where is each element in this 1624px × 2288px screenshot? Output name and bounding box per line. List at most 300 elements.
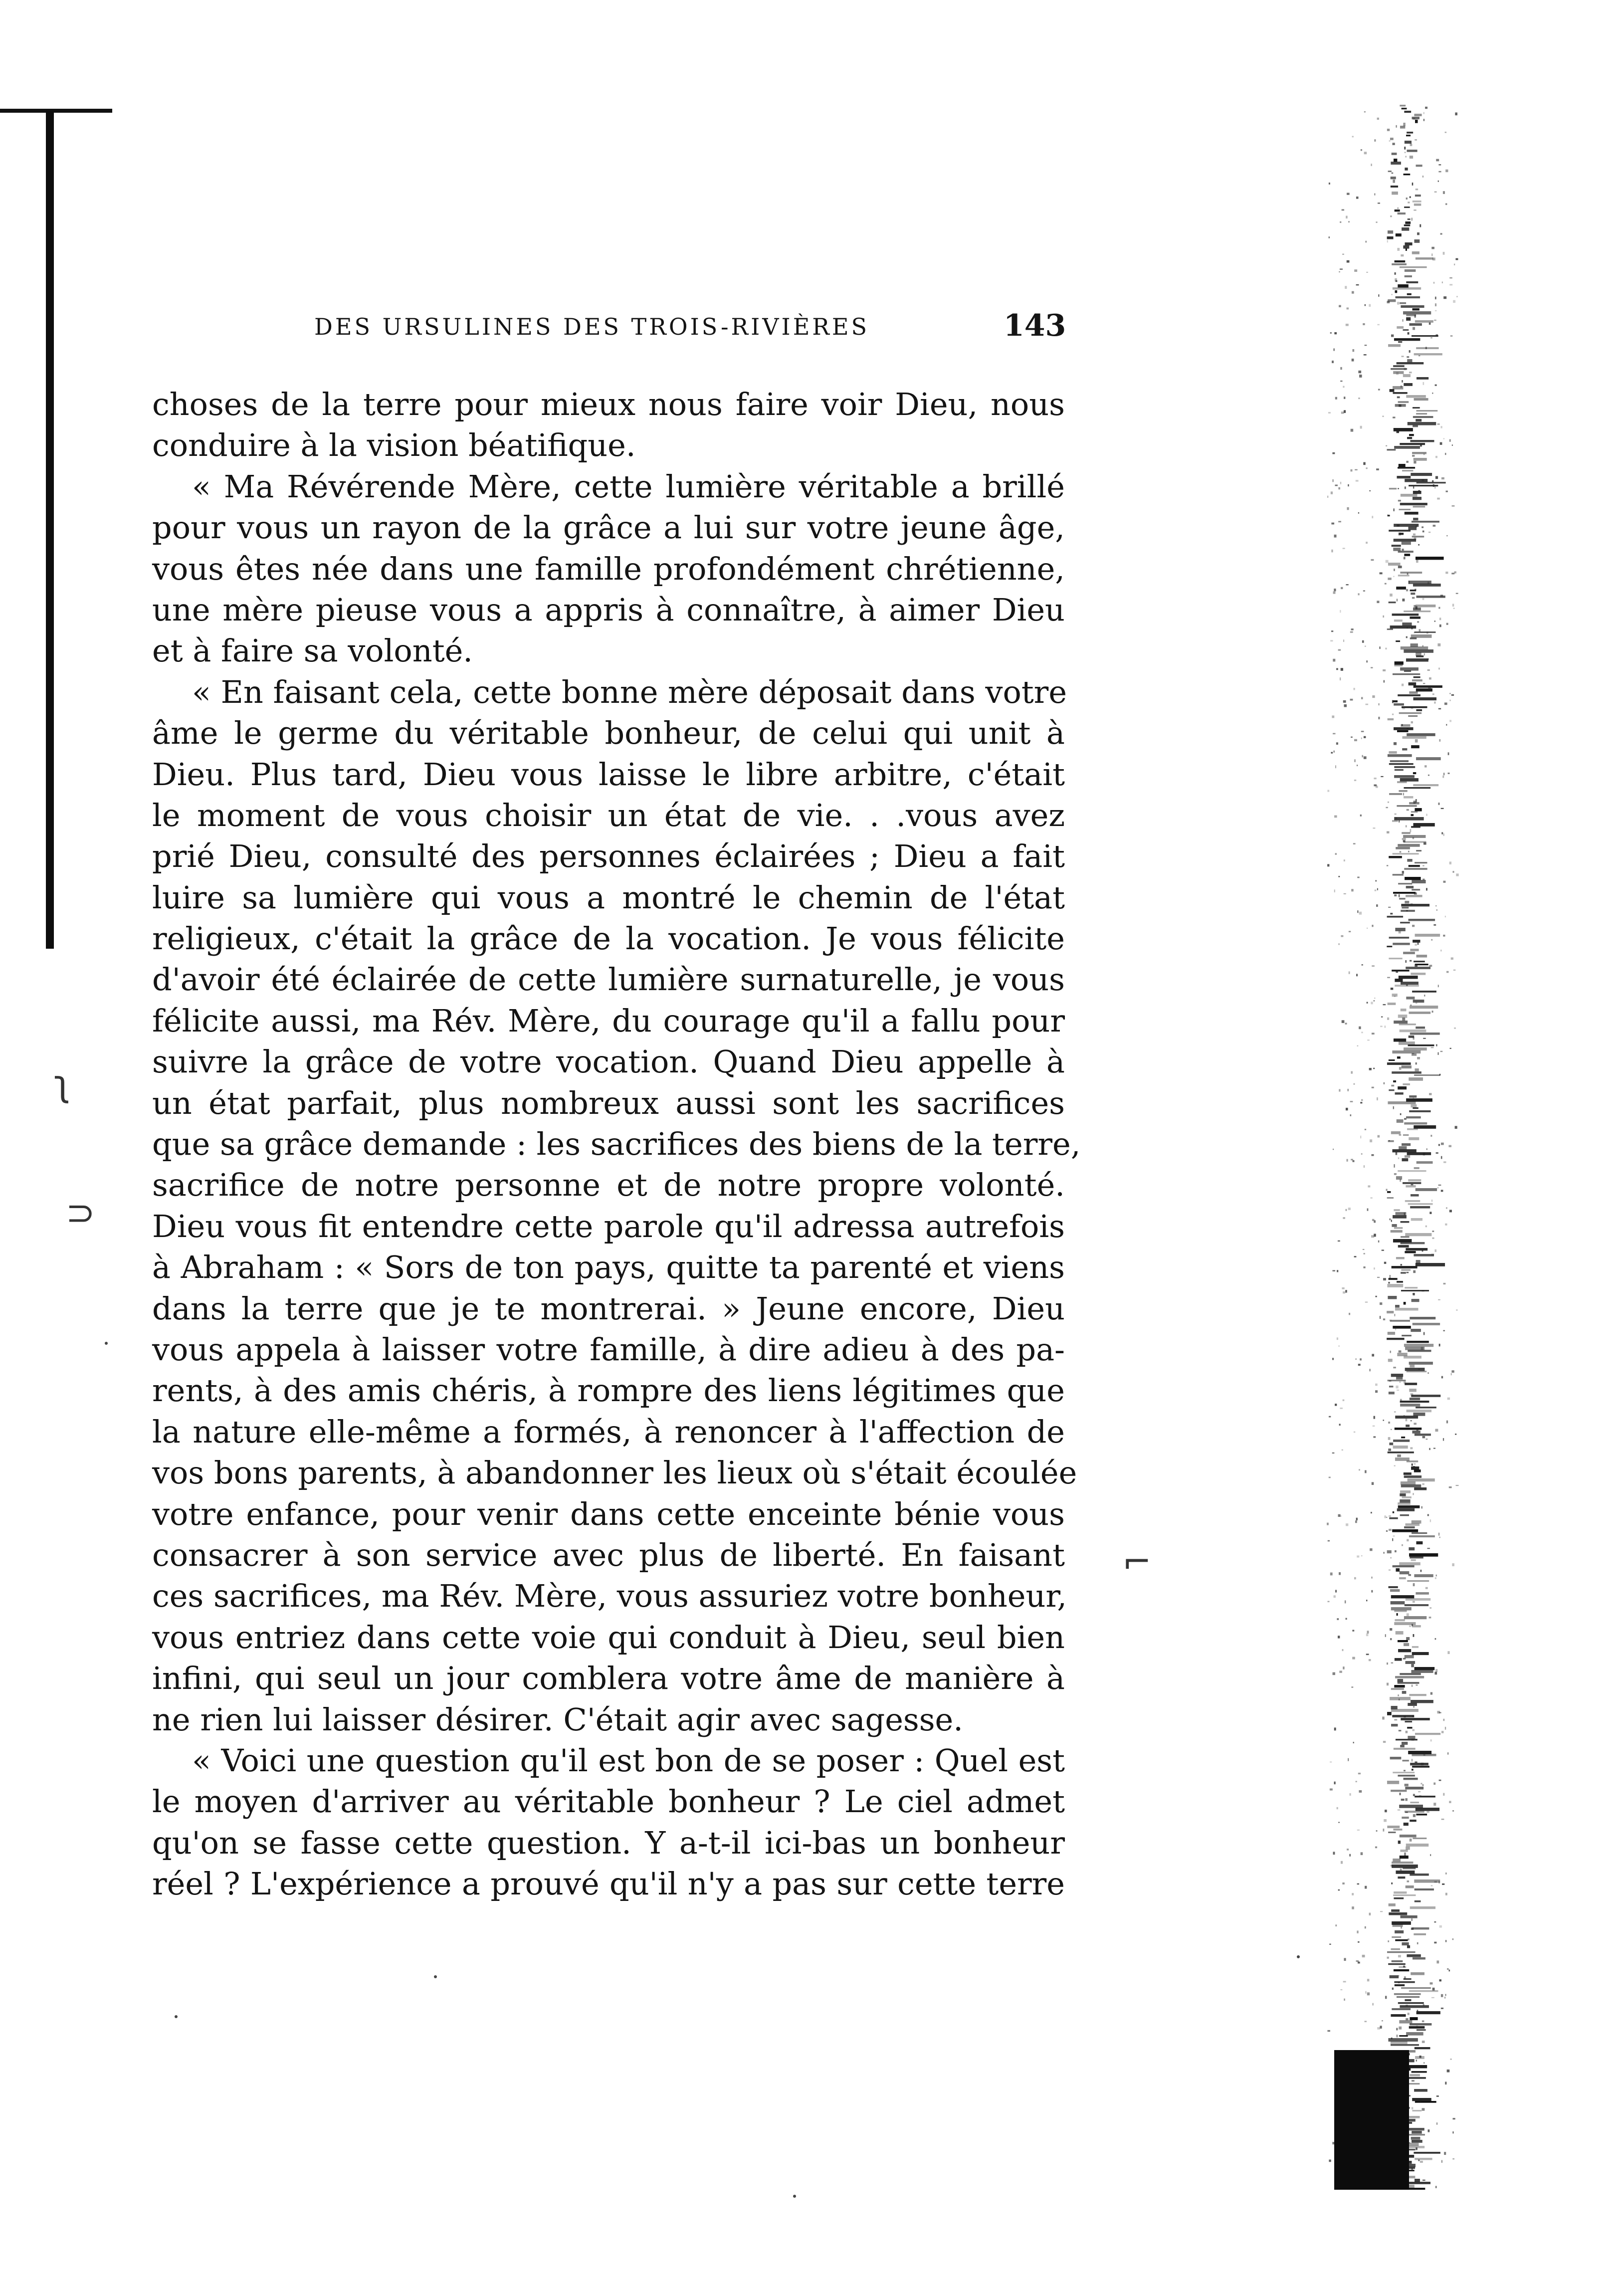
noise-dot bbox=[1345, 286, 1347, 289]
noise-stroke bbox=[1394, 1891, 1407, 1894]
noise-dot bbox=[1350, 1114, 1352, 1116]
noise-dot bbox=[1344, 704, 1347, 707]
noise-dot bbox=[1438, 607, 1440, 609]
noise-stroke bbox=[1397, 730, 1408, 732]
noise-dot bbox=[1361, 1032, 1363, 1033]
noise-dot bbox=[1435, 385, 1437, 386]
noise-stroke bbox=[1405, 901, 1409, 903]
noise-dot bbox=[1352, 1630, 1354, 1631]
text-line: luire sa lumière qui vous a montré le chemin de l'état bbox=[152, 879, 1065, 916]
noise-dot bbox=[1331, 550, 1333, 553]
noise-stroke bbox=[1411, 634, 1432, 638]
noise-dot bbox=[1399, 533, 1401, 535]
noise-dot bbox=[1447, 1651, 1449, 1654]
noise-stroke bbox=[1393, 943, 1410, 945]
noise-dot bbox=[1348, 221, 1349, 222]
noise-dot bbox=[1393, 1535, 1395, 1536]
noise-dot bbox=[1394, 894, 1397, 896]
noise-dot bbox=[1405, 156, 1407, 157]
noise-stroke bbox=[1411, 1918, 1413, 1921]
noise-stroke bbox=[1412, 2110, 1421, 2111]
noise-dot bbox=[1436, 2095, 1439, 2097]
noise-stroke bbox=[1390, 389, 1395, 392]
noise-dot bbox=[1376, 904, 1378, 907]
noise-stroke bbox=[1412, 1652, 1429, 1655]
noise-stroke bbox=[1401, 982, 1419, 985]
noise-stroke bbox=[1409, 1389, 1417, 1392]
noise-stroke bbox=[1415, 2158, 1432, 2160]
noise-stroke bbox=[1402, 907, 1409, 908]
noise-dot bbox=[1360, 1102, 1362, 1103]
noise-dot bbox=[1350, 631, 1353, 633]
noise-stroke bbox=[1399, 898, 1405, 900]
noise-dot bbox=[1416, 2026, 1418, 2029]
noise-dot bbox=[1329, 236, 1330, 238]
noise-dot bbox=[1423, 119, 1425, 121]
noise-stroke bbox=[1387, 628, 1393, 630]
noise-dot bbox=[1403, 1063, 1404, 1064]
noise-dot bbox=[1338, 649, 1341, 650]
noise-stroke bbox=[1399, 1024, 1416, 1025]
noise-dot bbox=[1434, 621, 1435, 622]
noise-stroke bbox=[1406, 1098, 1432, 1102]
noise-dot bbox=[1438, 985, 1439, 987]
noise-dot bbox=[1435, 2186, 1437, 2188]
noise-dot bbox=[1429, 677, 1431, 679]
noise-dot bbox=[1343, 700, 1346, 703]
noise-stroke bbox=[1409, 1553, 1438, 1557]
noise-stroke bbox=[1406, 2032, 1423, 2036]
noise-dot bbox=[1437, 498, 1440, 500]
noise-stroke bbox=[1398, 1502, 1410, 1505]
noise-stroke bbox=[1406, 1419, 1408, 1421]
noise-dot bbox=[1334, 889, 1335, 892]
noise-stroke bbox=[1393, 874, 1404, 876]
noise-dot bbox=[1340, 268, 1343, 269]
noise-stroke bbox=[1412, 117, 1420, 119]
noise-stroke bbox=[1391, 1724, 1398, 1726]
noise-stroke bbox=[1389, 1586, 1398, 1588]
noise-dot bbox=[1346, 1523, 1348, 1526]
noise-dot bbox=[1453, 300, 1455, 303]
noise-stroke bbox=[1401, 1221, 1410, 1223]
noise-stroke bbox=[1398, 2002, 1424, 2004]
noise-dot bbox=[1337, 1807, 1338, 1809]
noise-stroke bbox=[1393, 1772, 1415, 1773]
noise-dot bbox=[1377, 888, 1378, 890]
noise-dot bbox=[1455, 112, 1457, 115]
noise-stroke bbox=[1404, 611, 1430, 612]
noise-stroke bbox=[1400, 1793, 1401, 1795]
noise-stroke bbox=[1398, 500, 1401, 501]
noise-stroke bbox=[1400, 572, 1422, 574]
noise-dot bbox=[1422, 2108, 1425, 2110]
noise-dot bbox=[1399, 2027, 1402, 2030]
noise-stroke bbox=[1411, 745, 1420, 748]
noise-dot bbox=[1450, 2059, 1452, 2060]
noise-dot bbox=[1371, 559, 1374, 561]
noise-dot bbox=[1401, 1264, 1403, 1265]
noise-dot bbox=[1357, 1045, 1359, 1046]
noise-dot bbox=[1345, 1023, 1347, 1024]
noise-dot bbox=[1341, 1861, 1343, 1864]
noise-dot bbox=[1443, 191, 1445, 194]
noise-dot bbox=[1445, 1872, 1447, 1874]
noise-stroke bbox=[1402, 1691, 1407, 1694]
noise-stroke bbox=[1407, 150, 1418, 152]
noise-stroke bbox=[1396, 1631, 1404, 1635]
noise-dot bbox=[1363, 462, 1365, 465]
text-line: « En faisant cela, cette bonne mère déposait dans votre bbox=[192, 673, 1067, 710]
noise-dot bbox=[1430, 1692, 1432, 1694]
noise-stroke bbox=[1415, 1900, 1421, 1902]
noise-dot bbox=[1362, 640, 1364, 643]
noise-dot bbox=[1409, 1626, 1411, 1627]
noise-dot bbox=[1356, 1518, 1358, 1520]
noise-dot bbox=[1426, 814, 1427, 816]
text-line: le moment de vous choisir un état de vie. . .vous avez bbox=[152, 797, 1065, 833]
noise-dot bbox=[1409, 372, 1412, 373]
noise-stroke bbox=[1408, 1751, 1431, 1754]
noise-stroke bbox=[1400, 922, 1410, 923]
noise-dot bbox=[1450, 1048, 1451, 1049]
noise-dot bbox=[1367, 1979, 1370, 1981]
noise-dot bbox=[1393, 416, 1395, 418]
noise-stroke bbox=[1405, 1787, 1423, 1790]
noise-dot bbox=[1330, 1573, 1333, 1576]
noise-dot bbox=[1390, 594, 1393, 597]
noise-stroke bbox=[1392, 1921, 1411, 1925]
noise-stroke bbox=[1397, 805, 1417, 807]
noise-stroke bbox=[1387, 1338, 1404, 1340]
noise-stroke bbox=[1398, 1679, 1404, 1682]
noise-dot bbox=[1412, 2107, 1413, 2109]
noise-stroke bbox=[1407, 1410, 1431, 1412]
noise-stroke bbox=[1415, 808, 1421, 812]
noise-stroke bbox=[1393, 673, 1420, 675]
noise-dot bbox=[1452, 2131, 1453, 2133]
noise-stroke bbox=[1404, 1122, 1427, 1125]
noise-stroke bbox=[1408, 1703, 1417, 1706]
noise-dot bbox=[1363, 1266, 1365, 1268]
noise-dot bbox=[1433, 924, 1436, 926]
noise-dot bbox=[1355, 1520, 1357, 1523]
noise-stroke bbox=[1401, 1987, 1431, 1989]
noise-stroke bbox=[1412, 455, 1415, 457]
noise-dot bbox=[1395, 814, 1397, 815]
noise-stroke bbox=[1415, 934, 1440, 937]
noise-dot bbox=[1428, 775, 1429, 776]
noise-stroke bbox=[1402, 1496, 1412, 1498]
noise-dot bbox=[1349, 1313, 1350, 1315]
noise-dot bbox=[1387, 865, 1388, 866]
noise-dot bbox=[1383, 1420, 1384, 1421]
noise-stroke bbox=[1404, 554, 1410, 556]
noise-dot bbox=[1334, 815, 1337, 818]
noise-stroke bbox=[1412, 1927, 1429, 1929]
noise-stroke bbox=[1397, 326, 1404, 329]
noise-stroke bbox=[1410, 829, 1412, 832]
noise-stroke bbox=[1415, 2179, 1420, 2182]
noise-stroke bbox=[1387, 946, 1392, 947]
noise-stroke bbox=[1414, 398, 1428, 401]
noise-stroke bbox=[1415, 195, 1421, 197]
noise-dot bbox=[1378, 703, 1379, 705]
noise-dot bbox=[1397, 397, 1400, 399]
noise-stroke bbox=[1396, 1871, 1415, 1874]
noise-dot bbox=[1376, 786, 1378, 788]
noise-dot bbox=[1331, 752, 1333, 754]
noise-stroke bbox=[1398, 467, 1415, 469]
noise-stroke bbox=[1388, 578, 1391, 580]
noise-stroke bbox=[1388, 718, 1394, 720]
noise-dot bbox=[1404, 1976, 1406, 1979]
noise-dot bbox=[1407, 1880, 1409, 1882]
noise-dot bbox=[1391, 1085, 1394, 1086]
noise-dot bbox=[1408, 1574, 1411, 1576]
noise-stroke bbox=[1392, 192, 1398, 195]
noise-stroke bbox=[1406, 886, 1414, 888]
text-line: infini, qui seul un jour comblera votre âme de manière à bbox=[152, 1660, 1065, 1697]
noise-dot bbox=[1390, 1351, 1391, 1353]
scan-edge-noise bbox=[1317, 105, 1471, 2190]
noise-stroke bbox=[1394, 1897, 1404, 1899]
noise-stroke bbox=[1404, 1526, 1415, 1528]
noise-stroke bbox=[1412, 679, 1422, 681]
noise-dot bbox=[1411, 218, 1413, 221]
noise-dot bbox=[1342, 209, 1344, 210]
noise-stroke bbox=[1394, 727, 1413, 730]
noise-dot bbox=[1406, 589, 1408, 592]
noise-stroke bbox=[1403, 952, 1415, 954]
noise-dot bbox=[1361, 697, 1363, 699]
noise-stroke bbox=[1411, 1700, 1433, 1703]
noise-dot bbox=[1392, 700, 1394, 703]
noise-dot bbox=[1382, 1249, 1384, 1250]
noise-stroke bbox=[1398, 844, 1420, 847]
noise-stroke bbox=[1393, 548, 1401, 551]
noise-stroke bbox=[1399, 2035, 1408, 2037]
noise-dot bbox=[1366, 1654, 1369, 1655]
noise-stroke bbox=[1403, 835, 1425, 838]
dust-speck bbox=[105, 1342, 108, 1345]
noise-dot bbox=[1436, 1152, 1438, 1154]
noise-dot bbox=[1358, 1364, 1361, 1366]
noise-dot bbox=[1372, 1354, 1374, 1356]
noise-dot bbox=[1422, 2041, 1425, 2043]
noise-dot bbox=[1441, 1819, 1444, 1820]
noise-dot bbox=[1403, 708, 1405, 709]
noise-dot bbox=[1398, 1157, 1399, 1159]
noise-dot bbox=[1446, 491, 1448, 492]
noise-dot bbox=[1327, 1601, 1329, 1603]
noise-dot bbox=[1399, 1134, 1402, 1135]
noise-dot bbox=[1415, 315, 1416, 318]
noise-stroke bbox=[1389, 488, 1397, 489]
noise-dot bbox=[1337, 1618, 1339, 1620]
noise-dot bbox=[1341, 587, 1343, 589]
noise-dot bbox=[1356, 1358, 1357, 1359]
noise-dot bbox=[1332, 715, 1334, 718]
noise-stroke bbox=[1411, 1104, 1417, 1107]
noise-stroke bbox=[1398, 1841, 1401, 1844]
noise-stroke bbox=[1394, 569, 1395, 571]
noise-dot bbox=[1336, 742, 1338, 745]
noise-dot bbox=[1366, 704, 1369, 705]
noise-stroke bbox=[1410, 1873, 1428, 1876]
noise-stroke bbox=[1396, 1377, 1403, 1380]
noise-dot bbox=[1424, 995, 1425, 997]
noise-dot bbox=[1402, 684, 1404, 686]
noise-stroke bbox=[1395, 1092, 1404, 1095]
noise-stroke bbox=[1388, 1003, 1396, 1005]
noise-stroke bbox=[1416, 257, 1433, 260]
noise-dot bbox=[1439, 739, 1440, 742]
noise-dot bbox=[1391, 294, 1393, 295]
noise-dot bbox=[1429, 1448, 1430, 1450]
noise-stroke bbox=[1389, 937, 1410, 939]
noise-dot bbox=[1454, 571, 1456, 573]
noise-dot bbox=[1450, 335, 1453, 337]
noise-stroke bbox=[1388, 1101, 1416, 1104]
noise-stroke bbox=[1393, 853, 1419, 854]
noise-stroke bbox=[1393, 392, 1408, 394]
noise-dot bbox=[1352, 291, 1354, 294]
noise-stroke bbox=[1408, 1350, 1431, 1352]
noise-dot bbox=[1361, 1555, 1363, 1556]
noise-stroke bbox=[1410, 1802, 1419, 1803]
noise-dot bbox=[1435, 1429, 1438, 1432]
noise-stroke bbox=[1410, 1556, 1423, 1558]
noise-stroke bbox=[1396, 847, 1410, 849]
noise-stroke bbox=[1405, 275, 1412, 277]
noise-dot bbox=[1412, 597, 1415, 599]
noise-dot bbox=[1439, 1537, 1440, 1538]
noise-dot bbox=[1449, 1210, 1452, 1212]
noise-stroke bbox=[1392, 614, 1419, 616]
noise-dot bbox=[1386, 560, 1389, 563]
noise-dot bbox=[1439, 1780, 1441, 1781]
noise-dot bbox=[1352, 1906, 1354, 1909]
noise-dot bbox=[1373, 1426, 1375, 1427]
noise-stroke bbox=[1387, 1311, 1394, 1313]
noise-dot bbox=[1358, 398, 1360, 399]
noise-dot bbox=[1441, 832, 1443, 834]
noise-dot bbox=[1347, 1849, 1349, 1851]
noise-stroke bbox=[1404, 1047, 1427, 1050]
noise-dot bbox=[1456, 1485, 1459, 1486]
dust-speck bbox=[434, 1975, 437, 1978]
noise-dot bbox=[1416, 2147, 1418, 2150]
noise-dot bbox=[1436, 909, 1437, 911]
noise-stroke bbox=[1397, 362, 1424, 364]
noise-stroke bbox=[1410, 1763, 1428, 1765]
noise-dot bbox=[1433, 282, 1435, 284]
noise-dot bbox=[1383, 1829, 1384, 1832]
noise-stroke bbox=[1387, 449, 1396, 450]
noise-dot bbox=[1366, 272, 1368, 273]
noise-dot bbox=[1423, 1332, 1425, 1335]
noise-stroke bbox=[1404, 224, 1411, 226]
noise-stroke bbox=[1407, 356, 1409, 358]
noise-dot bbox=[1422, 2180, 1425, 2181]
noise-dot bbox=[1335, 397, 1337, 400]
noise-stroke bbox=[1408, 422, 1436, 425]
noise-stroke bbox=[1404, 207, 1410, 208]
margin-pencil-mark: ⌐ bbox=[1122, 1541, 1152, 1582]
noise-dot bbox=[1425, 347, 1427, 349]
noise-stroke bbox=[1395, 1305, 1400, 1308]
noise-stroke bbox=[1394, 775, 1415, 778]
noise-dot bbox=[1405, 960, 1407, 963]
noise-dot bbox=[1372, 695, 1375, 698]
noise-dot bbox=[1374, 998, 1375, 999]
noise-dot bbox=[1413, 1493, 1414, 1495]
noise-dot bbox=[1430, 337, 1432, 338]
noise-stroke bbox=[1389, 602, 1396, 603]
noise-dot bbox=[1332, 1270, 1335, 1271]
noise-dot bbox=[1370, 1548, 1372, 1551]
noise-stroke bbox=[1410, 617, 1420, 619]
noise-dot bbox=[1364, 152, 1367, 154]
noise-stroke bbox=[1414, 676, 1421, 678]
noise-dot bbox=[1350, 1101, 1353, 1102]
noise-stroke bbox=[1398, 1505, 1420, 1508]
noise-dot bbox=[1354, 1083, 1355, 1085]
noise-dot bbox=[1393, 1367, 1396, 1368]
noise-stroke bbox=[1393, 1565, 1415, 1567]
noise-dot bbox=[1415, 944, 1417, 946]
noise-stroke bbox=[1405, 1200, 1421, 1202]
noise-stroke bbox=[1402, 1143, 1411, 1146]
noise-dot bbox=[1446, 724, 1447, 726]
noise-stroke bbox=[1398, 284, 1408, 288]
noise-dot bbox=[1421, 479, 1424, 481]
noise-stroke bbox=[1413, 1323, 1440, 1325]
noise-stroke bbox=[1393, 700, 1398, 702]
noise-dot bbox=[1405, 1798, 1408, 1801]
noise-stroke bbox=[1391, 1790, 1407, 1792]
noise-stroke bbox=[1398, 1649, 1411, 1652]
noise-stroke bbox=[1391, 988, 1394, 990]
noise-dot bbox=[1425, 1587, 1428, 1589]
noise-stroke bbox=[1416, 1027, 1425, 1029]
noise-dot bbox=[1380, 2026, 1382, 2029]
noise-stroke bbox=[1401, 1484, 1421, 1487]
noise-dot bbox=[1414, 801, 1416, 804]
noise-stroke bbox=[1400, 2005, 1428, 2008]
noise-dot bbox=[1394, 1465, 1396, 1466]
noise-dot bbox=[1414, 892, 1417, 894]
noise-dot bbox=[1413, 534, 1416, 536]
noise-dot bbox=[1333, 733, 1335, 735]
noise-dot bbox=[1422, 1436, 1425, 1438]
noise-stroke bbox=[1397, 1455, 1401, 1457]
noise-stroke bbox=[1412, 2131, 1421, 2134]
noise-stroke bbox=[1399, 712, 1421, 714]
noise-stroke bbox=[1401, 305, 1424, 308]
noise-dot bbox=[1436, 1575, 1437, 1577]
text-line: une mère pieuse vous a appris à connaître, à aimer Dieu bbox=[152, 591, 1065, 628]
noise-stroke bbox=[1411, 2137, 1421, 2140]
noise-stroke bbox=[1412, 183, 1413, 186]
noise-stroke bbox=[1397, 1613, 1398, 1616]
binding-top-rule bbox=[0, 109, 112, 113]
noise-stroke bbox=[1400, 1856, 1409, 1859]
noise-stroke bbox=[1406, 317, 1411, 321]
noise-dot bbox=[1437, 1711, 1440, 1713]
noise-dot bbox=[1357, 910, 1358, 913]
